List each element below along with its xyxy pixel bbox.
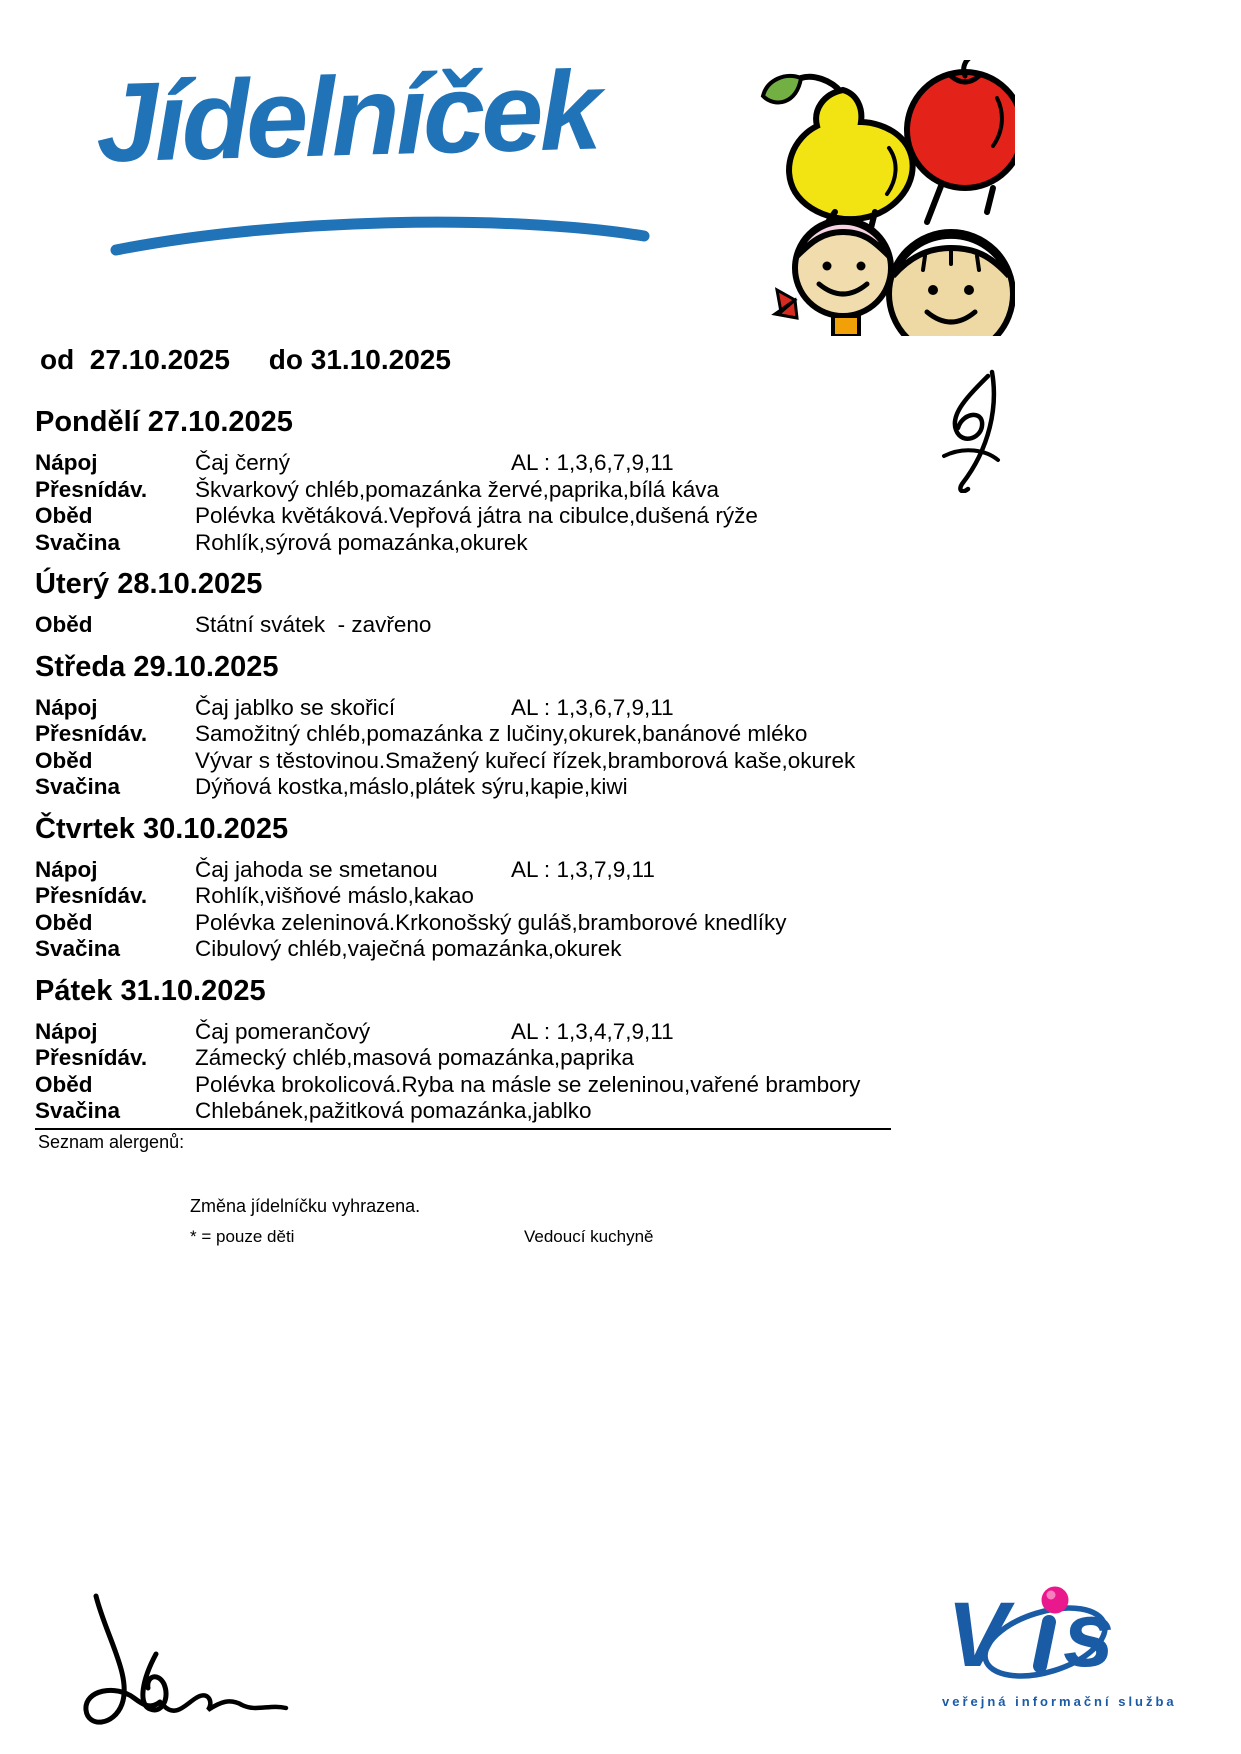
day-heading: Čtvrtek 30.10.2025 bbox=[35, 812, 289, 845]
meal-label: Oběd bbox=[35, 612, 93, 637]
meal-label: Nápoj bbox=[35, 450, 98, 475]
meal-row bbox=[35, 857, 1205, 884]
day-heading: Pátek 31.10.2025 bbox=[35, 974, 266, 1007]
vis-letter-v: V bbox=[947, 1584, 1009, 1686]
allergen-codes: AL : 1,3,7,9,11 bbox=[511, 856, 655, 882]
meal-label: Přesnídáv. bbox=[35, 721, 148, 746]
meal-row bbox=[35, 1098, 1205, 1125]
meal-value: Rohlík,višňové máslo,kakao bbox=[195, 883, 474, 908]
vis-subtitle: veřejná informační služba bbox=[942, 1694, 1177, 1709]
meal-row bbox=[35, 477, 1205, 504]
meal-label: Nápoj bbox=[35, 1018, 98, 1044]
girl-face bbox=[775, 220, 891, 336]
meal-value: Samožitný chléb,pomazánka z lučiny,okurek,banánové mléko bbox=[195, 721, 808, 746]
day-heading: Pondělí 27.10.2025 bbox=[35, 406, 293, 438]
title-underline-swoosh bbox=[108, 212, 653, 260]
meal-value: Polévka květáková.Vepřová játra na cibulce,dušená rýže bbox=[195, 503, 758, 528]
children-only-note: * = pouze děti bbox=[190, 1227, 295, 1246]
meal-row bbox=[35, 1072, 1205, 1099]
drink-name: Čaj jablko se skořicí bbox=[195, 694, 396, 720]
drink-name: Čaj černý bbox=[195, 450, 291, 475]
meal-row bbox=[35, 503, 1205, 530]
meal-label: Nápoj bbox=[35, 856, 98, 882]
meal-value: Polévka brokolicová.Ryba na másle se zeleninou,vařené brambory bbox=[195, 1071, 861, 1097]
day-heading: Středa 29.10.2025 bbox=[35, 650, 279, 683]
meal-label: Svačina bbox=[35, 529, 121, 555]
day-rows bbox=[35, 450, 1205, 556]
meal-label: Svačina bbox=[35, 936, 121, 961]
meal-label: Svačina bbox=[35, 1098, 121, 1123]
meal-label: Přesnídáv. bbox=[35, 883, 148, 908]
day-section bbox=[35, 566, 1205, 639]
handwritten-signature bbox=[68, 1588, 298, 1753]
girl-shirt bbox=[833, 316, 859, 336]
day-section bbox=[35, 811, 1205, 963]
day-section bbox=[35, 404, 1205, 556]
allergen-divider-line bbox=[35, 1128, 891, 1130]
meal-value: Státní svátek - zavřeno bbox=[195, 612, 432, 637]
meal-value bbox=[195, 857, 655, 884]
date-range: od 27.10.2025 do 31.10.2025 bbox=[40, 344, 451, 375]
day-rows bbox=[35, 857, 1205, 963]
chef-label: Vedoucí kuchyně bbox=[524, 1227, 654, 1246]
meal-row bbox=[35, 721, 1205, 748]
pear-leaf-icon bbox=[763, 76, 801, 102]
allergen-codes: AL : 1,3,4,7,9,11 bbox=[511, 1018, 674, 1044]
day-section bbox=[35, 973, 1205, 1125]
meal-row bbox=[35, 883, 1205, 910]
day-rows bbox=[35, 695, 1205, 801]
meal-label: Oběd bbox=[35, 909, 93, 935]
page-title: Jídelníček bbox=[94, 47, 600, 186]
meal-value bbox=[195, 1019, 674, 1046]
allergen-codes: AL : 1,3,6,7,9,11 bbox=[511, 450, 674, 475]
meal-value: Rohlík,sýrová pomazánka,okurek bbox=[195, 529, 528, 555]
meal-label: Oběd bbox=[35, 1071, 93, 1097]
meal-value: Škvarkový chléb,pomazánka žervé,paprika,bílá káva bbox=[195, 476, 720, 502]
meal-row bbox=[35, 530, 1205, 557]
meal-value: Vývar s těstovinou.Smažený kuřecí řízek,bramborová kaše,okurek bbox=[195, 747, 856, 773]
meal-label: Nápoj bbox=[35, 694, 98, 720]
meal-row bbox=[35, 1019, 1205, 1046]
drink-name: Čaj pomerančový bbox=[195, 1018, 371, 1044]
meal-label: Oběd bbox=[35, 747, 93, 773]
vis-letter-i-stem bbox=[1040, 1622, 1049, 1666]
change-note: Změna jídelníčku vyhrazena. bbox=[190, 1196, 421, 1216]
day-rows bbox=[35, 612, 1205, 639]
meal-value: Dýňová kostka,máslo,plátek sýru,kapie,kiwi bbox=[195, 774, 628, 799]
meal-row bbox=[35, 450, 1205, 477]
day-rows bbox=[35, 1019, 1205, 1125]
allergen-codes: AL : 1,3,6,7,9,11 bbox=[511, 694, 674, 720]
meal-value bbox=[195, 695, 674, 722]
meal-value: Chlebánek,pažitková pomazánka,jablko bbox=[195, 1098, 592, 1123]
day-section bbox=[35, 649, 1205, 801]
meal-row bbox=[35, 774, 1205, 801]
meal-value: Zámecký chléb,masová pomazánka,paprika bbox=[195, 1045, 634, 1070]
meal-row bbox=[35, 612, 1205, 639]
vis-logo bbox=[945, 1580, 1150, 1690]
meal-row bbox=[35, 748, 1205, 775]
meal-row bbox=[35, 1045, 1205, 1072]
meal-label: Oběd bbox=[35, 503, 93, 528]
meal-value bbox=[195, 450, 674, 477]
allergens-label: Seznam alergenů: bbox=[38, 1131, 185, 1152]
meal-row bbox=[35, 910, 1205, 937]
drink-name: Čaj jahoda se smetanou bbox=[195, 856, 438, 882]
boy-face bbox=[889, 232, 1013, 336]
meal-label: Svačina bbox=[35, 774, 121, 799]
day-heading: Úterý 28.10.2025 bbox=[35, 568, 263, 600]
meal-label: Přesnídáv. bbox=[35, 476, 148, 502]
meal-value: Cibulový chléb,vaječná pomazánka,okurek bbox=[195, 936, 622, 961]
meal-row bbox=[35, 936, 1205, 963]
meal-row bbox=[35, 695, 1205, 722]
hair-bow-icon bbox=[775, 290, 797, 318]
meal-label: Přesnídáv. bbox=[35, 1045, 148, 1070]
vis-letter-s: s bbox=[1063, 1584, 1115, 1686]
kids-fruit-illustration bbox=[703, 60, 1015, 336]
meal-value: Polévka zeleninová.Krkonošský guláš,bramborové knedlíky bbox=[195, 909, 787, 935]
menu-days bbox=[35, 404, 1205, 1153]
